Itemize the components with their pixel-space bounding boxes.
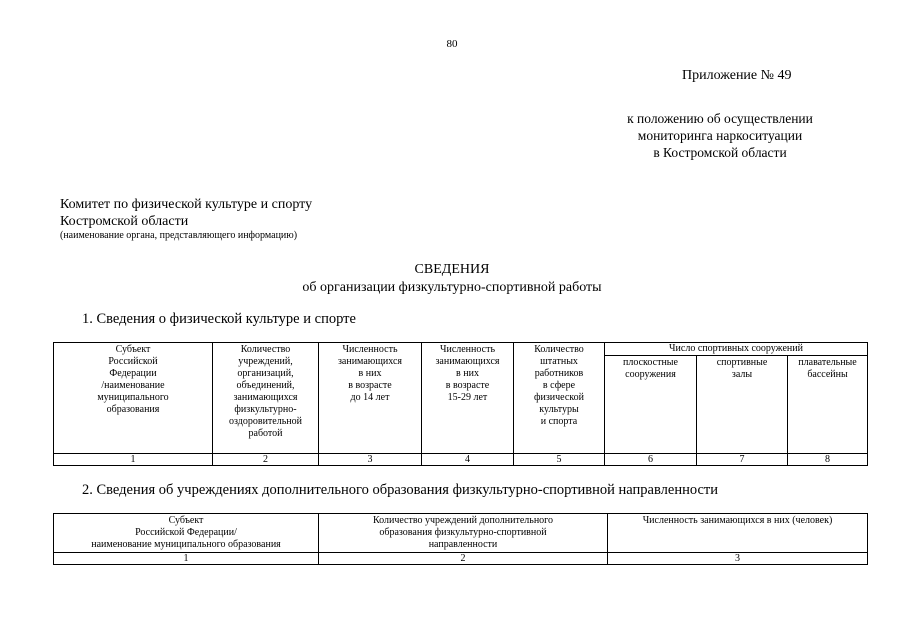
column-number: 1 bbox=[54, 553, 319, 565]
column-number: 1 bbox=[54, 454, 213, 466]
title-main: СВЕДЕНИЯ bbox=[414, 262, 490, 277]
column-header: Субъект Российской Федерации /наименование муниципального образования bbox=[54, 343, 213, 454]
column-header: Количество учреждений, организаций, объединений, занимающихся физкультурно- оздоровительной работой bbox=[213, 343, 319, 454]
column-header: Численность занимающихся в них в возрасте до 14 лет bbox=[319, 343, 422, 454]
column-header: Количество учреждений дополнительного образования физкультурно-спортивной направленности bbox=[319, 514, 608, 553]
additional-education-table bbox=[53, 513, 868, 565]
subtitle-line: в Костромской области bbox=[653, 145, 787, 160]
organization-block bbox=[60, 196, 312, 242]
appendix-label: Приложение № 49 bbox=[682, 68, 792, 83]
column-header: Количество штатных работников в сфере физической культуры и спорта bbox=[514, 343, 605, 454]
appendix-subtitle bbox=[590, 110, 850, 161]
column-header: спортивные залы bbox=[697, 356, 788, 454]
document-title bbox=[0, 261, 904, 297]
group-header: Число спортивных сооружений bbox=[605, 343, 868, 356]
column-header: Субъект Российской Федерации/ наименование муниципального образования bbox=[54, 514, 319, 553]
column-number: 2 bbox=[319, 553, 608, 565]
column-number: 3 bbox=[319, 454, 422, 466]
section-2-heading: 2. Сведения об учреждениях дополнительного образования физкультурно-спортивной направленности bbox=[82, 482, 718, 498]
organization-name-line: Костромской области bbox=[60, 214, 189, 229]
sports-facilities-table bbox=[53, 342, 868, 466]
column-header: Численность занимающихся в них (человек) bbox=[608, 514, 868, 553]
organization-caption: (наименование органа, представляющего информацию) bbox=[60, 230, 298, 241]
column-number: 6 bbox=[605, 454, 697, 466]
column-number: 3 bbox=[608, 553, 868, 565]
organization-name-line: Комитет по физической культуре и спорту bbox=[60, 197, 313, 212]
section-1-heading: 1. Сведения о физической культуре и спорте bbox=[82, 311, 356, 327]
title-sub: об организации физкультурно-спортивной работы bbox=[302, 280, 602, 295]
column-header: плоскостные сооружения bbox=[605, 356, 697, 454]
subtitle-line: мониторинга наркоситуации bbox=[637, 128, 803, 143]
column-number: 4 bbox=[422, 454, 514, 466]
column-number: 5 bbox=[514, 454, 605, 466]
column-number: 7 bbox=[697, 454, 788, 466]
column-number: 2 bbox=[213, 454, 319, 466]
column-number: 8 bbox=[788, 454, 868, 466]
page-number: 80 bbox=[446, 38, 458, 50]
subtitle-line: к положению об осуществлении bbox=[627, 111, 813, 126]
column-header: плавательные бассейны bbox=[788, 356, 868, 454]
column-header: Численность занимающихся в них в возрасте 15-29 лет bbox=[422, 343, 514, 454]
